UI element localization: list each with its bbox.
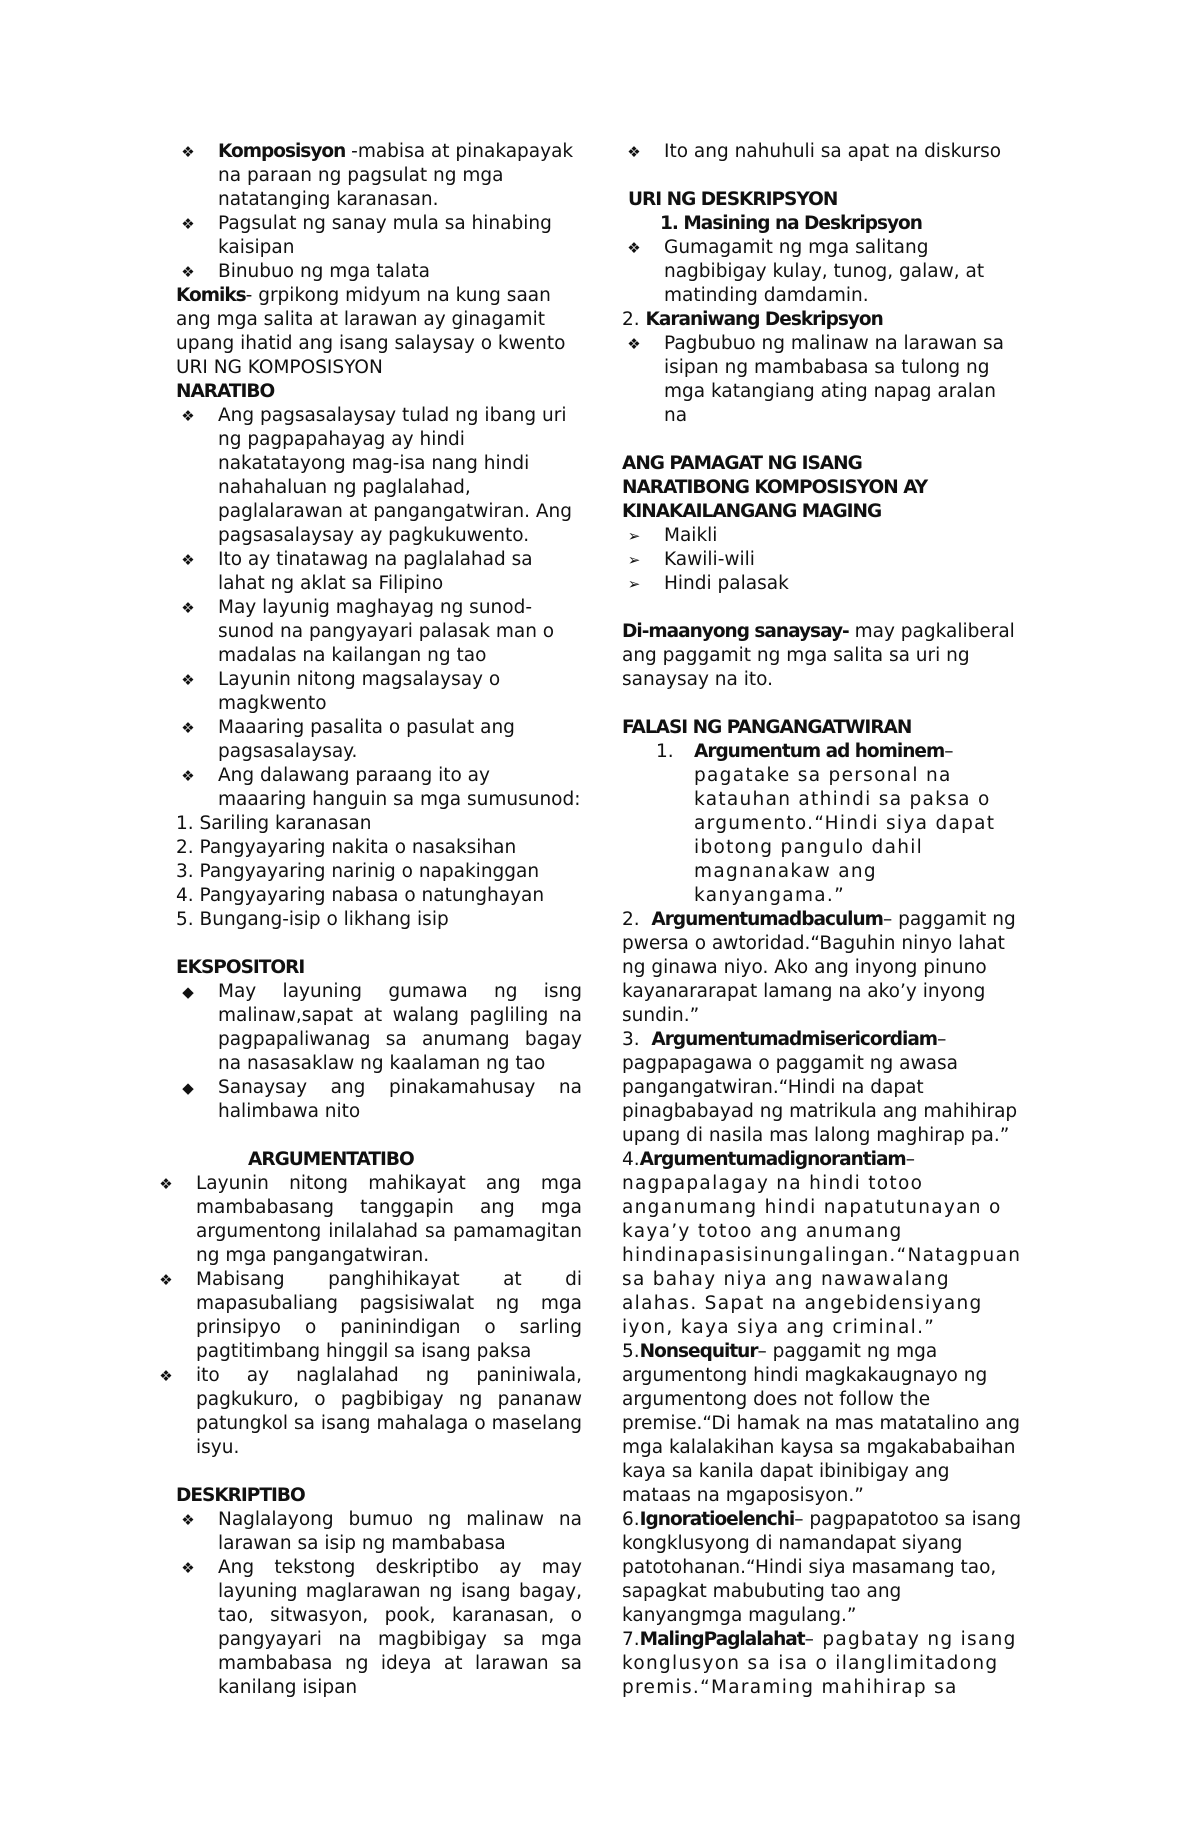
falasi-def: – nagpapalagay na hindi totoo anganumang hindi napatutunayan o kaya’y totoo ang anumang hindinapasisinungalingan.“Natagpuan sa bahay niya ang nawawalang alahas. Sapat na angebidensiyang iyon, kaya siya ang criminal.” [622,1149,1022,1338]
bullet-text: Maaaring pasalita o pasulat ang pagsasalaysay. [218,717,515,762]
diamond-bullet-icon: ❖ [159,1271,173,1289]
falasi-item [622,740,1022,908]
uri-komposisyon-heading: URI NG KOMPOSISYON [176,357,383,378]
bullet-text: ito ay naglalahad ng paniniwala, pagkukuro, o pagbibigay ng pananaw patungkol sa isang mahalaga o maselang isyu. [196,1365,582,1458]
bullet-text: Binubuo ng mga talata [218,261,430,282]
diamond-bullet-icon: ❖ [159,1175,173,1193]
right-column [622,140,1022,1700]
spacer [176,1124,582,1148]
item-number: 1. [656,741,674,762]
falasi-heading: FALASI NG PANGANGATWIRAN [622,717,912,738]
numbered-item: 5. Bungang-isip o likhang isip [176,909,449,930]
left-column [159,140,582,1700]
list-item [176,404,582,548]
falasi-def: – pagpapagawa o paggamit ng awasa pangangatwiran.“Hindi na dapat pinagbabayad ng matrikula ang mahihirap upang di nasila mas lalong maghirap pa.” [622,1029,1018,1146]
falasi-term: Argumentumadignorantiam [639,1149,906,1170]
uri-deskripsyon-heading: URI NG DESKRIPSYON [628,189,838,210]
list-item [176,596,582,668]
diamond-bullet-icon: ❖ [627,239,641,257]
diamond-bullet-icon: ❖ [181,551,195,569]
falasi-item [622,1628,1022,1700]
item-number: 5. [622,1341,640,1362]
diamond-bullet-icon: ❖ [181,215,195,233]
falasi-term: Ignoratioelenchi [639,1509,795,1530]
bullet-text: Ang pagsasalaysay tulad ng ibang uri ng pagpapahayag ay hindi nakatatayong mag-isa nang hindi nahahaluan ng paglalahad, paglalarawan at pangangatwiran. Ang pagsasalaysay ay pagkukuwento. [218,405,573,546]
list-item [622,236,1022,308]
masining-label: 1. Masining na Deskripsyon [660,213,922,234]
bullet-text: May layuning gumawa ng isng malinaw,sapat at walang pagliling na pagpapaliwanag sa anumang bagay na nasasaklaw ng kaalaman ng tao [218,981,582,1074]
list-item [176,212,582,260]
falasi-term: Argumentumadbaculum [651,909,883,930]
karaniwang-line [622,308,1022,332]
list-item [176,980,582,1076]
item-number: 7. [622,1629,640,1650]
list-item [622,572,1022,596]
pamagat-heading: ANG PAMAGAT NG ISANG NARATIBONG KOMPOSISYON AY KINAKAILANGANG MAGING [622,453,928,522]
diamond-bullet-icon: ❖ [159,1367,173,1385]
diamond-bullet-icon: ❖ [181,767,195,785]
spacer [176,932,582,956]
spacer [622,692,1022,716]
falasi-term: Nonsequitur [639,1341,758,1362]
list-item [176,1556,582,1700]
arrow-bullet-icon: ➢ [627,575,641,593]
list-item [176,1076,582,1124]
spacer [622,164,1022,188]
falasi-def: – pagatake sa personal na katauhan athindi sa paksa o argumento.“Hindi siya dapat ibotong pangulo dahil magnanakaw ang kanyangama.” [694,741,996,906]
diamond-bullet-icon: ❖ [181,1511,195,1529]
komposisyon-def: -mabisa at pinakapayak na paraan ng pagsulat ng mga natatanging karanasan. [218,141,574,210]
numbered-item: 1. Sariling karanasan [176,813,372,834]
list-item [176,764,582,812]
numbered-item: 3. Pangyayaring narinig o napakinggan [176,861,540,882]
bullet-text: Ang dalawang paraang ito ay maaaring hanguin sa mga sumusunod: [218,765,581,810]
komiks-term: Komiks [176,285,246,306]
spacer [176,1460,582,1484]
numbered-item: 4. Pangyayaring nabasa o natunghayan [176,885,545,906]
item-number: 3. [622,1029,640,1050]
bullet-text: Ito ang nahuhuli sa apat na diskurso [664,141,1002,162]
komiks-paragraph [176,284,582,356]
bullet-text: Naglalayong bumuo ng malinaw na larawan sa isip ng mambabasa [218,1509,582,1554]
bullet-text: Maikli [664,525,718,546]
karaniwang-number: 2. [622,309,640,330]
list-item [154,1268,582,1364]
bullet-text: Pagsulat ng sanay mula sa hinabing kaisipan [218,213,552,258]
naratibo-heading: NARATIBO [176,381,275,402]
spacer [622,428,1022,452]
falasi-item [622,1148,1022,1340]
diamond-bullet-icon: ❖ [181,143,195,161]
diamond-bullet-icon: ❖ [181,407,195,425]
komposisyon-term: Komposisyon [218,141,346,162]
bullet-text: Kawili-wili [664,549,755,570]
falasi-def: – pagpapatotoo sa isang kongklusyong di namandapat siyang patotohanan.“Hindi siya masamang tao, sapagkat mabubuting tao ang kanyangmga magulang.” [622,1509,1022,1626]
list-item [176,1508,582,1556]
list-item [622,140,1022,164]
list-item [176,716,582,764]
bullet-text: May layunig maghayag ng sunod-sunod na pangyayari palasak man o madalas na kailangan ng tao [218,597,555,666]
diamond-bullet-icon: ❖ [627,335,641,353]
spacer [622,596,1022,620]
list-item [176,140,582,212]
item-number: 6. [622,1509,640,1530]
falasi-item [622,1508,1022,1628]
bullet-text: Ito ay tinatawag na paglalahad sa lahat ng aklat sa Filipino [218,549,533,594]
diamond-bullet-icon: ❖ [181,671,195,689]
bullet-text: Hindi palasak [664,573,789,594]
komiks-def: - grpikong midyum na kung saan ang mga salita at larawan ay ginagamit upang ihatid ang isang salaysay o kwento [176,285,566,354]
list-item [176,548,582,596]
bullet-text: Gumagamit ng mga salitang nagbibigay kulay, tunog, galaw, at matinding damdamin. [664,237,985,306]
dimaanyo-def: may pagkaliberal ang paggamit ng mga salita sa uri ng sanaysay na ito. [622,621,1015,690]
diamond-solid-icon: ◆ [182,1079,194,1097]
falasi-item [622,908,1022,1028]
falasi-item [622,1028,1022,1148]
diamond-bullet-icon: ❖ [181,263,195,281]
falasi-term: Argumentum ad hominem [694,741,945,762]
diamond-bullet-icon: ❖ [181,719,195,737]
item-number: 4. [622,1149,640,1170]
bullet-text: Pagbubuo ng malinaw na larawan sa isipan ng mambabasa sa tulong ng mga katangiang ating napag aralan na [664,333,1005,426]
arrow-bullet-icon: ➢ [627,551,641,569]
karaniwang-label: Karaniwang Deskripsyon [645,309,883,330]
bullet-text: Ang tekstong deskriptibo ay may layuning maglarawan ng isang bagay, tao, sitwasyon, pook, karanasan, o pangyayari na magbibigay sa mga mambabasa ng ideya at larawan sa kanilang isipan [218,1557,582,1698]
diamond-bullet-icon: ❖ [181,1559,195,1577]
deskriptibo-heading: DESKRIPTIBO [176,1485,305,1506]
diamond-bullet-icon: ❖ [627,143,641,161]
falasi-def: – pagbatay ng isang konglusyon sa isa o ilanglimitadong premis.“Maraming mahihirap sa [622,1629,1017,1698]
falasi-term: MalingPaglalahat [639,1629,805,1650]
bullet-text: Layunin nitong mahikayat ang mga mambabasang tanggapin ang mga argumentong inilalahad sa pamamagitan ng mga pangangatwiran. [196,1173,582,1266]
falasi-def: – paggamit ng pwersa o awtoridad.“Baguhin ninyo lahat ng ginawa niyo. Ako ang inyong pinuno kayanararapat lamang na ako’y inyong sundin.” [622,909,1016,1026]
list-item [176,668,582,716]
list-item [622,548,1022,572]
bullet-text: Layunin nitong magsalaysay o magkwento [218,669,501,714]
ekspositori-heading: EKSPOSITORI [176,957,305,978]
list-item [622,524,1022,548]
list-item [154,1172,582,1268]
bullet-text: Mabisang panghihikayat at di mapasubaliang pagsisiwalat ng mga prinsipyo o paninindigan o sarling pagtitimbang hinggil sa isang paksa [196,1269,582,1362]
diamond-bullet-icon: ❖ [181,599,195,617]
numbered-item: 2. Pangyayaring nakita o nasaksihan [176,837,517,858]
bullet-text: Sanaysay ang pinakamahusay na halimbawa nito [218,1077,582,1122]
list-item [622,332,1022,428]
item-number: 2. [622,909,640,930]
dimaanyo-paragraph [622,620,1022,692]
list-item [154,1364,582,1460]
arrow-bullet-icon: ➢ [627,527,641,545]
falasi-def: – paggamit ng mga argumentong hindi magkakaugnayo ng argumentong does not follow the premise.“Di hamak na mas matatalino ang mga kalalakihan kaysa sa mgakababaihan kaya sa kanila dapat ibinibigay ang mataas na mgaposisyon.” [622,1341,1021,1506]
list-item [176,260,582,284]
argumentatibo-heading: ARGUMENTATIBO [248,1149,414,1170]
diamond-solid-icon: ◆ [182,983,194,1001]
falasi-term: Argumentumadmisericordiam [651,1029,938,1050]
dimaanyo-term: Di-maanyong sanaysay- [622,621,849,642]
falasi-item [622,1340,1022,1508]
